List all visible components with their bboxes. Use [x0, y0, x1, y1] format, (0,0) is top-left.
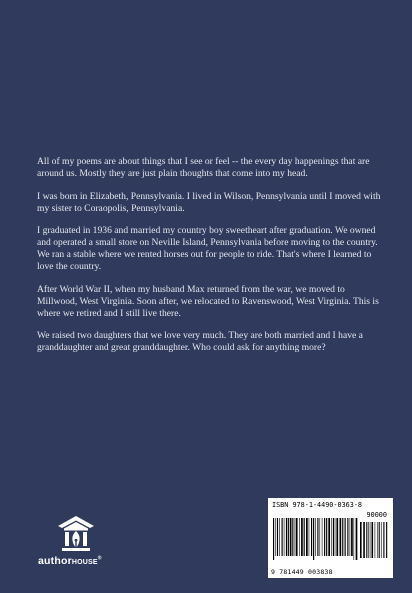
blurb-paragraph-5: We raised two daughters that we love very much. They are both married and I have a granddaughter and great granddaughter. Who could ask for anything more? — [37, 330, 363, 353]
barcode-bar — [356, 518, 358, 560]
barcode-bar — [324, 518, 325, 556]
blurb-paragraph-4: After World War II, when my husband Max returned from the war, we moved to Millwood, West Virginia. Soon after, we relocated to Ravenswood, West Virginia. This is where we retired and I still live there. — [37, 283, 379, 319]
barcode-addon-bar — [386, 522, 387, 558]
barcode-bar — [306, 518, 308, 556]
barcode-bar — [296, 518, 298, 556]
barcode-bar — [304, 518, 305, 556]
author-blurb — [37, 156, 385, 365]
barcode-bar — [284, 518, 285, 556]
barcode-bar — [299, 518, 300, 556]
barcode-addon-bar — [383, 522, 384, 558]
publisher-name — [38, 555, 124, 567]
barcode-bar — [350, 518, 351, 556]
barcode-bar — [322, 518, 323, 556]
barcode-bar — [351, 518, 353, 556]
barcode-addon-bar — [363, 522, 365, 558]
barcode-bar — [301, 518, 303, 556]
barcode-bars — [272, 510, 389, 568]
barcode-bar — [275, 518, 276, 556]
barcode-bar — [319, 518, 320, 556]
barcode-bar — [313, 518, 314, 560]
barcode-bar — [279, 518, 280, 556]
barcode-bar — [277, 518, 278, 556]
barcode-bar — [292, 518, 293, 556]
barcode-bar — [347, 518, 348, 556]
barcode-bar — [317, 518, 318, 556]
addon-digits: 90000 — [366, 511, 387, 519]
blurb-paragraph-2: I was born in Elizabeth, Pennsylvania. I lived in Wilson, Pennsylvania until I moved with my sister to Coraopolis, Pennsylvania. — [37, 190, 381, 214]
barcode-bar — [345, 518, 346, 556]
barcode-bar — [342, 518, 343, 556]
barcode-bar — [333, 518, 334, 556]
barcode-bar — [336, 518, 338, 556]
isbn-barcode — [268, 498, 393, 578]
barcode-bar — [288, 518, 289, 556]
barcode-addon-bar — [368, 522, 369, 558]
barcode-bar — [311, 518, 312, 556]
barcode-bar — [273, 518, 274, 560]
isbn-label: ISBN 978-1-4490-0363-8 — [272, 501, 363, 509]
barcode-addon-bar — [366, 522, 367, 558]
barcode-bar — [295, 518, 296, 556]
publisher-name-part2: house — [71, 555, 98, 567]
barcode-bar — [326, 518, 327, 556]
barcode-bar — [309, 518, 310, 556]
barcode-addon-bar — [360, 522, 362, 558]
barcode-addon-bar — [377, 522, 378, 558]
blurb-paragraph-1: All of my poems are about things that I see or feel -- the every day happenings that are around us. Mostly they are just plain thoughts that come into my head. — [37, 156, 370, 179]
publisher-name-part1: author — [38, 555, 72, 567]
blurb-paragraph-3: I graduated in 1936 and married my country boy sweetheart after graduation. We owned and operated a small store on Neville Island, Pennsylvania before moving to the country. We ran a stable where we rented horses out for people to ride. That's where I learned to love the country. — [37, 225, 378, 272]
barcode-addon-bar — [372, 522, 374, 558]
barcode-bar — [290, 518, 292, 556]
barcode-bar — [282, 518, 283, 556]
ean-digits: 9 781449 003838 — [271, 568, 333, 576]
barcode-bar — [340, 518, 342, 556]
barcode-addon-bar — [375, 522, 376, 558]
trademark-symbol: ® — [97, 555, 102, 562]
barcode-bar — [335, 518, 336, 556]
publisher-logo — [38, 515, 124, 571]
barcode-bar — [315, 518, 316, 556]
barcode-bar — [328, 518, 330, 556]
barcode-bar — [286, 518, 287, 556]
authorhouse-logo-icon — [56, 515, 96, 553]
barcode-addon-bar — [370, 522, 371, 558]
barcode-bar — [331, 518, 332, 556]
barcode-addon-bar — [379, 522, 380, 558]
barcode-bar — [354, 518, 355, 560]
barcode-addon-bar — [381, 522, 382, 558]
